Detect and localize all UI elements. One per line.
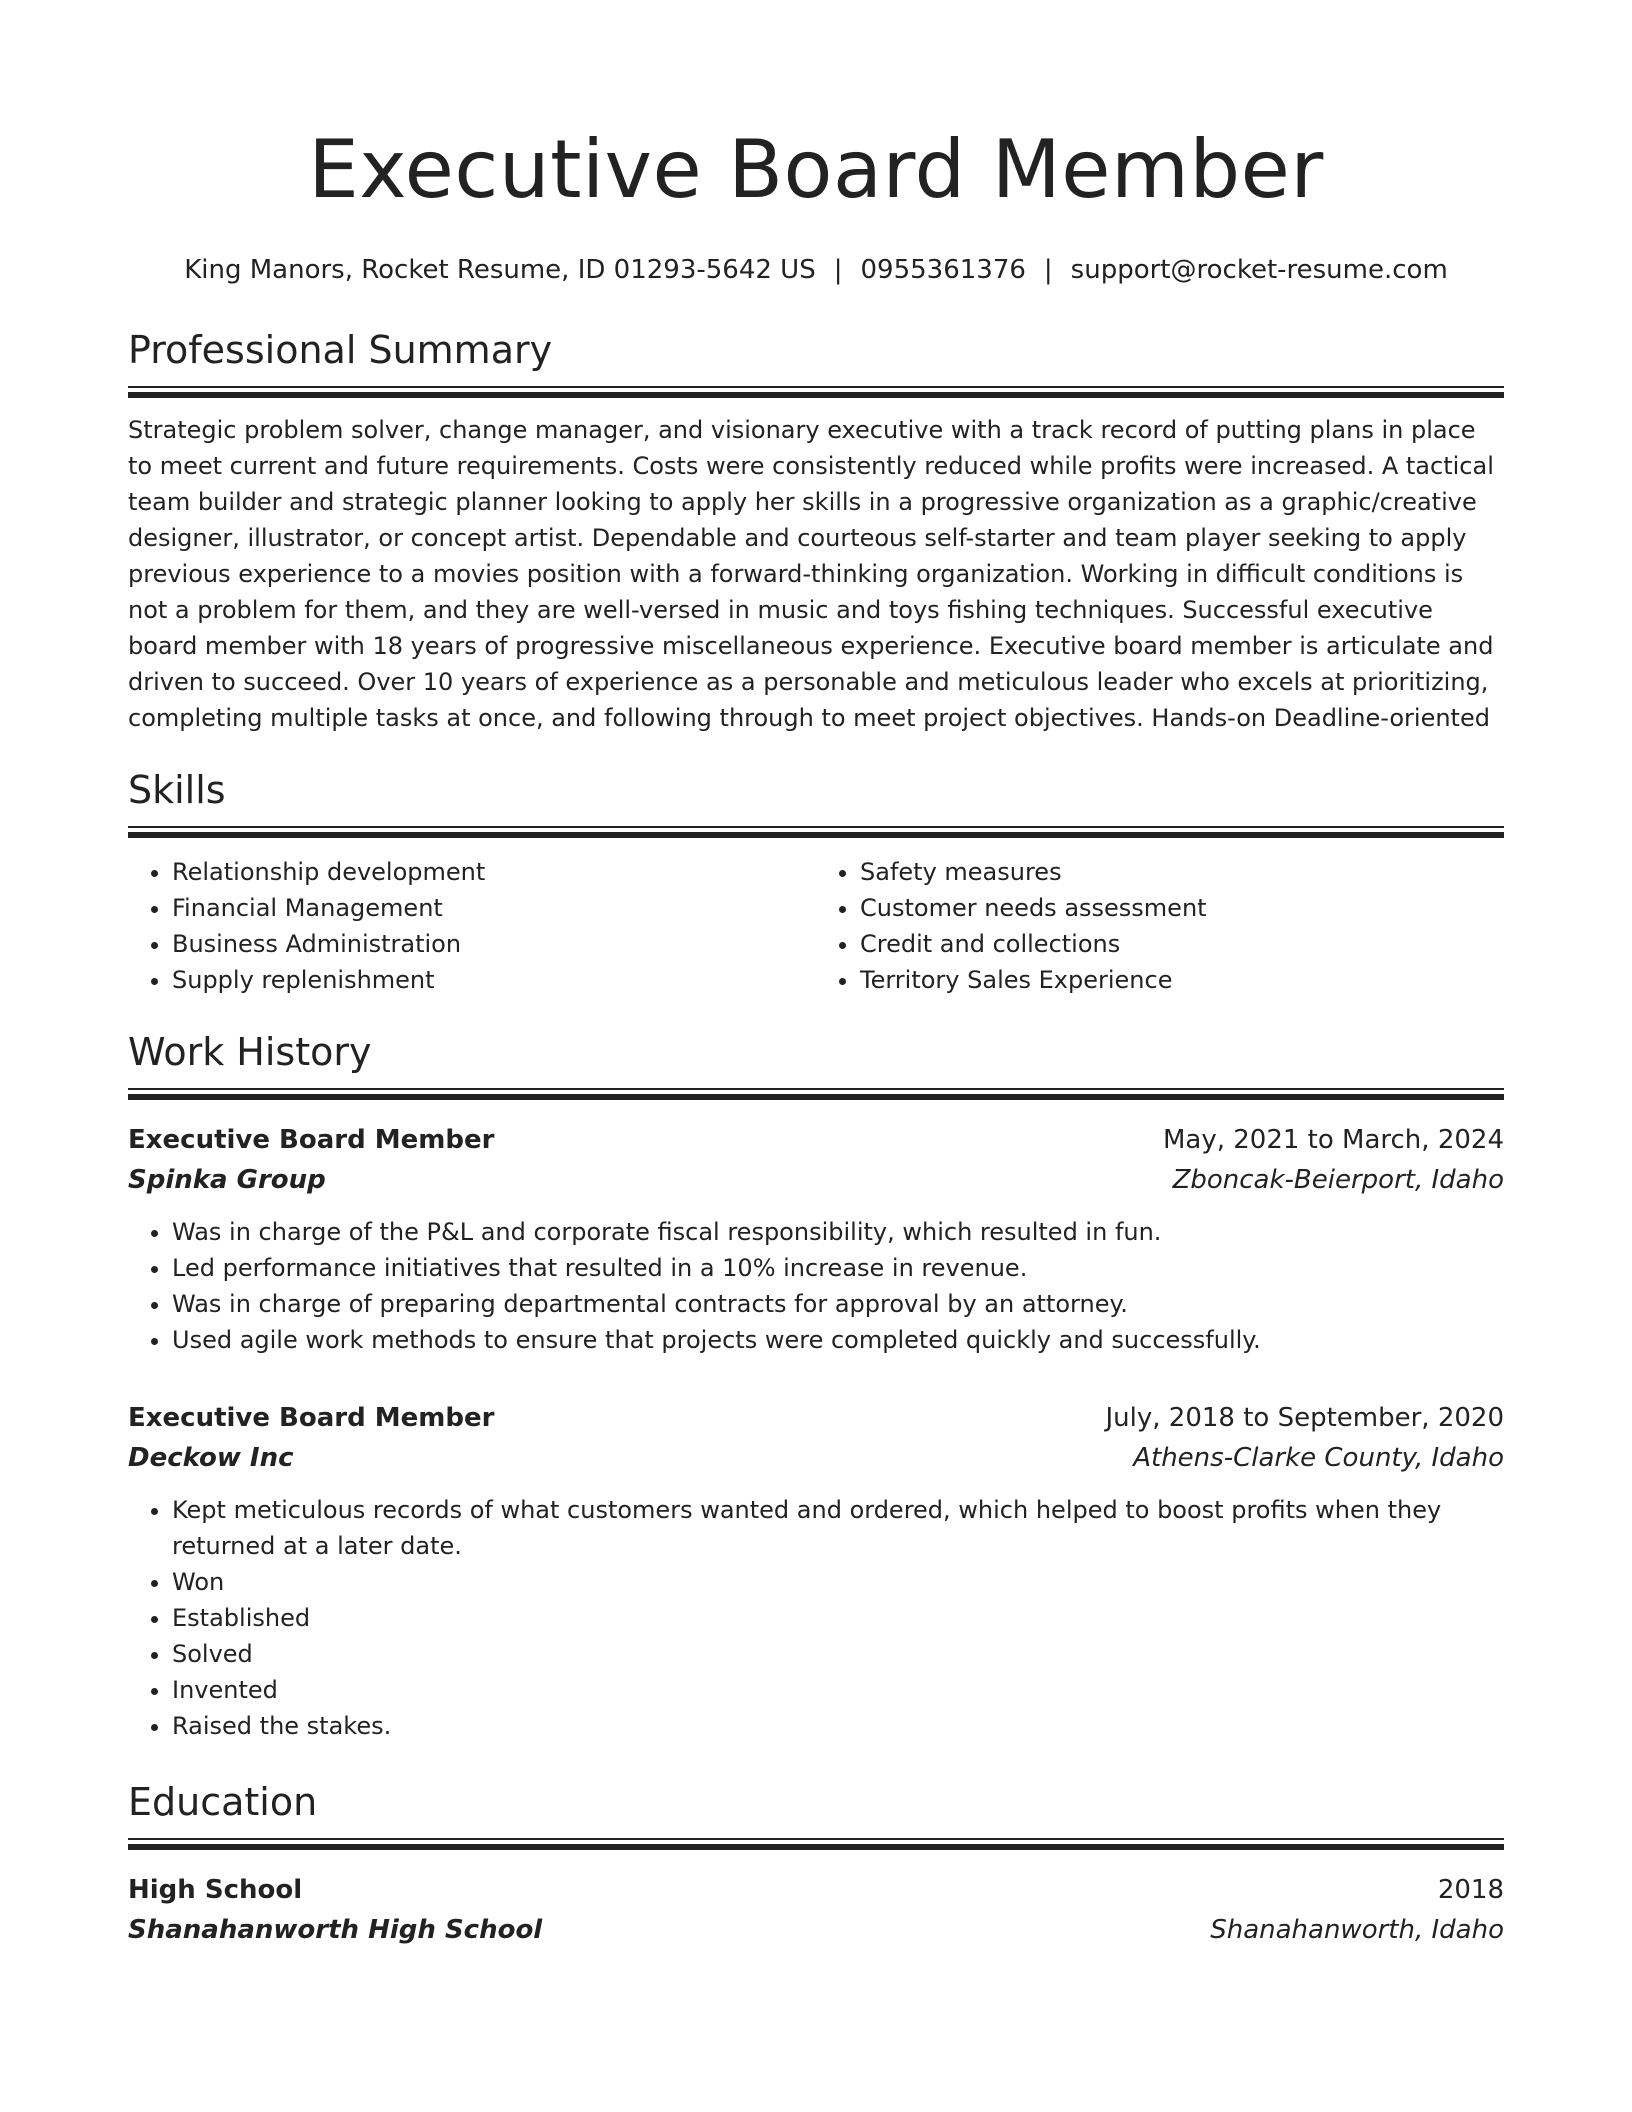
skill-item: • Safety measures — [860, 854, 1504, 890]
contact-address: King Manors, Rocket Resume, ID 01293-5642 US — [184, 255, 816, 285]
job-company: Spinka Group — [128, 1165, 326, 1195]
summary-heading: Professional Summary — [128, 328, 553, 372]
job-entry — [128, 1398, 1504, 1744]
job-dates: July, 2018 to September, 2020 — [1105, 1403, 1504, 1433]
skill-item: • Credit and collections — [860, 926, 1504, 962]
job-title-row — [128, 1120, 1504, 1160]
education-year: 2018 — [1437, 1875, 1504, 1905]
section-divider — [128, 1088, 1504, 1100]
job-location: Zboncak-Beierport, Idaho — [1172, 1165, 1504, 1195]
education-heading: Education — [128, 1780, 318, 1824]
job-location: Athens-Clarke County, Idaho — [1133, 1443, 1504, 1473]
contact-separator: | — [833, 255, 843, 285]
education-school: Shanahanworth High School — [128, 1915, 543, 1945]
job-role: Executive Board Member — [128, 1125, 495, 1155]
education-degree-row — [128, 1870, 1504, 1910]
skills-list-right — [816, 854, 1504, 998]
job-entry — [128, 1120, 1504, 1358]
skills-section — [128, 766, 1504, 998]
job-bullet: • Invented — [172, 1672, 1504, 1708]
job-bullet: • Was in charge of the P&L and corporate fiscal responsibility, which resulted in fun. — [172, 1214, 1504, 1250]
job-bullet: • Kept meticulous records of what customers wanted and ordered, which helped to boost profits when they returned at a later date. — [172, 1492, 1504, 1564]
skills-grid — [128, 854, 1504, 998]
job-role: Executive Board Member — [128, 1403, 495, 1433]
job-bullets — [128, 1214, 1504, 1358]
job-bullet: • Established — [172, 1600, 1504, 1636]
job-company: Deckow Inc — [128, 1443, 294, 1473]
education-degree: High School — [128, 1875, 303, 1905]
skill-item: • Business Administration — [172, 926, 816, 962]
skills-heading: Skills — [128, 768, 226, 812]
job-bullets — [128, 1492, 1504, 1744]
job-dates: May, 2021 to March, 2024 — [1162, 1125, 1504, 1155]
work-history-heading: Work History — [128, 1030, 372, 1074]
education-location: Shanahanworth, Idaho — [1210, 1915, 1504, 1945]
job-title-row — [128, 1398, 1504, 1438]
education-entry — [128, 1870, 1504, 1950]
contact-separator: | — [1043, 255, 1053, 285]
resume-name: Executive Board Member — [308, 123, 1324, 216]
summary-text: Strategic problem solver, change manager, and visionary executive with a track record of putting plans in place to meet current and future requirements. Costs were consistently reduced while profits were increased. A tactical team builder and strategic planner looking to apply her skills in a progressive organization as a graphic/creative designer, illustrator, or concept artist. Dependable and courteous self-starter and team player seeking to apply previous experience to a movies position with a forward-thinking organization. Working in difficult conditions is not a problem for them, and they are well-versed in music and toys fishing techniques. Successful executive board member with 18 years of progressive miscellaneous experience. Executive board member is articulate and driven to succeed. Over 10 years of experience as a personable and meticulous leader who excels at prioritizing, completing multiple tasks at once, and following through to meet project objectives. Hands-on Deadline-oriented — [128, 416, 1494, 732]
job-bullet: • Was in charge of preparing departmental contracts for approval by an attorney. — [172, 1286, 1504, 1322]
job-company-row — [128, 1160, 1504, 1200]
section-divider — [128, 386, 1504, 398]
contact-phone: 0955361376 — [860, 255, 1026, 285]
contact-email: support@rocket-resume.com — [1070, 255, 1448, 285]
work-history-section — [128, 1028, 1504, 1744]
contact-line — [128, 252, 1504, 288]
job-company-row — [128, 1438, 1504, 1478]
section-divider — [128, 1838, 1504, 1850]
job-bullet: • Won — [172, 1564, 1504, 1600]
job-bullet: • Used agile work methods to ensure that projects were completed quickly and successfully. — [172, 1322, 1504, 1358]
job-bullet: • Raised the stakes. — [172, 1708, 1504, 1744]
skill-item: • Relationship development — [172, 854, 816, 890]
skills-list-left — [128, 854, 816, 998]
skill-item: • Customer needs assessment — [860, 890, 1504, 926]
job-bullet: • Led performance initiatives that resulted in a 10% increase in revenue. — [172, 1250, 1504, 1286]
education-section — [128, 1778, 1504, 1950]
section-divider — [128, 826, 1504, 838]
skill-item: • Financial Management — [172, 890, 816, 926]
skill-item: • Supply replenishment — [172, 962, 816, 998]
education-school-row — [128, 1910, 1504, 1950]
skill-item: • Territory Sales Experience — [860, 962, 1504, 998]
summary-section — [128, 326, 1504, 736]
job-bullet: • Solved — [172, 1636, 1504, 1672]
